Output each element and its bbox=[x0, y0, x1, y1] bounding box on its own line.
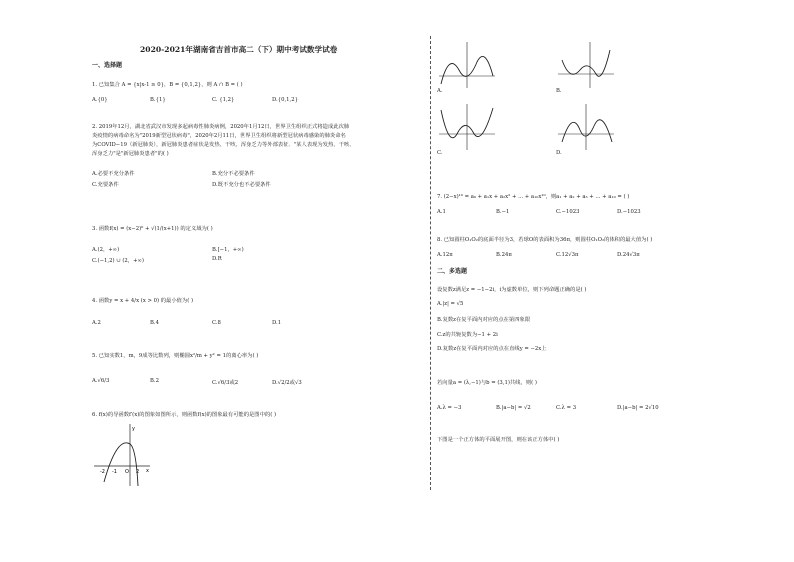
question-5-stem: 5. 已知实数1，m，9成等比数列，则椭圆x²/m + y² = 1的离心率为( ) bbox=[92, 353, 259, 359]
question-11-stem: 下图是一个正方体的平面展开图，则在该正方体中( ) bbox=[437, 437, 560, 443]
question-5-option-d: D.√2/2或√3 bbox=[272, 380, 302, 386]
question-8-option-d: D.24√3π bbox=[617, 252, 640, 258]
question-9-option-d: D.复数z在复平面内对应的点在直线y = −2x上 bbox=[437, 346, 547, 352]
q6-option-d: D. bbox=[556, 150, 562, 156]
question-2-option-d: D.既不充分也不必要条件 bbox=[212, 182, 271, 188]
section-heading-single-choice: 一、选择题 bbox=[92, 62, 123, 69]
tick-minus-2: -2 bbox=[100, 469, 105, 475]
question-8-stem: 8. 已知圆柱O₁O₂的底面半径为3，若球O的表面积为36π，则圆柱O₁O₂的体积的最大值为( ) bbox=[437, 237, 653, 243]
q6-option-c: C. bbox=[437, 150, 443, 156]
question-7-option-a: A.1 bbox=[437, 209, 446, 215]
question-9-option-c: C.z的共轭复数为−1 + 2i bbox=[437, 332, 498, 338]
question-7-option-c: C.−1023 bbox=[556, 209, 580, 215]
question-2-line-3: 为COVID−19（新冠肺炎），新冠肺炎患者症状是发热、干咳、浑身乏力等外部表征．"某人表现为发热、干咳、 bbox=[92, 142, 355, 148]
q6-option-b: B. bbox=[556, 88, 562, 94]
question-5-option-a: A.√6/3 bbox=[92, 378, 110, 384]
question-9-stem: 设复数z满足z = −1−2i，i为虚数单位，则下列命题正确的是( ) bbox=[437, 287, 587, 293]
column-divider bbox=[430, 36, 431, 490]
question-7-option-d: D.−1023 bbox=[617, 209, 641, 215]
question-4-option-c: C.8 bbox=[212, 320, 221, 326]
question-1-option-c: C. {1,2} bbox=[212, 97, 235, 103]
question-10-option-a: A.λ = −3 bbox=[437, 405, 462, 411]
x-label: x bbox=[146, 468, 149, 474]
question-3-option-a: A.(2，+∞) bbox=[92, 247, 120, 253]
question-3-option-d: D.R bbox=[212, 256, 222, 262]
question-4-option-d: D.1 bbox=[272, 320, 282, 326]
question-4-option-a: A.2 bbox=[92, 320, 101, 326]
question-10-stem: 若向量a = (λ,−1)与b = (3,1)共线，则( ) bbox=[437, 380, 537, 386]
question-2-option-b: B.充分不必要条件 bbox=[212, 171, 255, 177]
question-9-option-b: B.复数z在复平面内对应的点在第四象限 bbox=[437, 317, 531, 323]
question-10-option-d: D.|a−b| = 2√10 bbox=[617, 405, 659, 411]
question-1-stem: 1. 已知集合 A = {x|x-1 ≥ 0}，B = {0,1,2}，则 A ∩ B = ( ) bbox=[92, 82, 243, 88]
y-label: y bbox=[132, 426, 135, 432]
question-1-option-d: D.{0,1,2} bbox=[272, 97, 298, 103]
question-6-stem: 6. f(x)的导函数f′(x)的图象如图所示，则函数f(x)的图象最有可能的是图中的( ) bbox=[92, 412, 277, 418]
exam-title: 2020-2021年湖南省吉首市高二（下）期中考试数学试卷 bbox=[140, 45, 338, 54]
question-3-option-c: C.(−1,2) ∪ (2，+∞) bbox=[92, 258, 144, 264]
question-2-option-a: A.必要不充分条件 bbox=[92, 171, 135, 177]
question-10-option-b: B.|a−b| = √2 bbox=[496, 405, 531, 411]
question-2-line-2: 炎疫情的病毒命名为"2019新型冠状病毒"，2020年2月11日，世界卫生组织将新型冠状病毒感染的肺炎命名 bbox=[92, 133, 346, 139]
section-heading-multiple-choice: 二、多选题 bbox=[437, 268, 468, 275]
question-7-stem: 7. (2−x)¹⁰ = a₀ + a₁x + a₂x² + ... + a₁₀x¹⁰，则a₁ + a₂ + a₃ + ... + a₁₀ = ( ) bbox=[437, 194, 630, 200]
question-2-option-c: C.充要条件 bbox=[92, 182, 119, 188]
question-3-stem: 3. 函数f(x) = (x−2)⁰ + √(1/(x+1)) 的定义域为( ) bbox=[92, 226, 213, 232]
question-2-line-1: 2. 2019年12月，湖北省武汉市发现多起病毒性肺炎病例，2020年1月12日，世界卫生组织正式将造成此次肺 bbox=[92, 124, 350, 130]
question-4-stem: 4. 函数y = x + 4/x (x > 0) 的最小值为( ) bbox=[92, 298, 194, 304]
question-1-option-a: A.{0} bbox=[92, 97, 108, 103]
question-2-line-4: 浑身乏力"是"新冠肺炎患者"的( ) bbox=[92, 151, 169, 157]
q6-option-b-graph bbox=[556, 40, 618, 90]
question-3-option-b: B.[−1，+∞) bbox=[212, 247, 244, 253]
question-7-option-b: B.−1 bbox=[496, 209, 510, 215]
question-8-option-a: A.12π bbox=[437, 252, 453, 258]
q6-option-a-graph bbox=[437, 40, 499, 90]
question-10-option-c: C.λ = 3 bbox=[556, 405, 577, 411]
q6-option-d-graph bbox=[556, 102, 618, 152]
question-5-option-c: C.√6/3或2 bbox=[212, 380, 239, 386]
question-4-option-b: B.4 bbox=[150, 320, 159, 326]
derivative-curve bbox=[104, 443, 138, 486]
question-1-option-b: B.{1} bbox=[150, 97, 166, 103]
question-9-option-a: A.|z| = √5 bbox=[437, 301, 464, 307]
question-5-option-b: B.2 bbox=[150, 378, 159, 384]
tick-2: 2 bbox=[136, 469, 140, 475]
q6-option-c-graph bbox=[437, 102, 499, 152]
question-8-option-b: B.24π bbox=[496, 252, 512, 258]
question-6-derivative-graph bbox=[92, 422, 152, 488]
tick-minus-1: -1 bbox=[112, 469, 117, 475]
q6-option-a: A. bbox=[437, 88, 443, 94]
question-8-option-c: C.12√3π bbox=[556, 252, 579, 258]
origin-label: O bbox=[125, 469, 129, 475]
